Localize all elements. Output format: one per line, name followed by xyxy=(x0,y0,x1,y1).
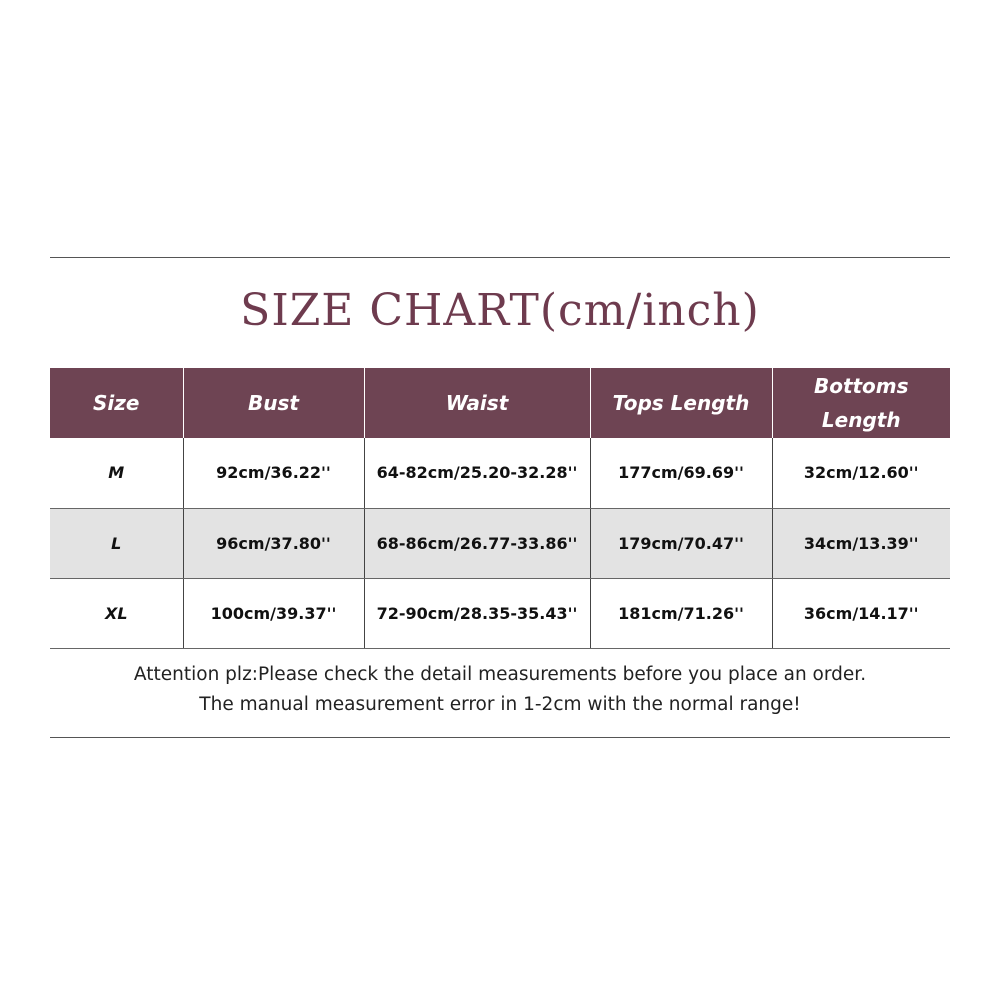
cell-size: M xyxy=(50,438,183,508)
attention-note xyxy=(50,660,950,720)
table-row xyxy=(50,438,950,508)
header-waist: Waist xyxy=(364,368,590,438)
attention-note-line2: The manual measurement error in 1-2cm with the normal range! xyxy=(199,694,801,715)
size-chart-title: SIZE CHART(cm/inch) xyxy=(240,285,760,336)
cell-size: XL xyxy=(50,578,183,648)
header-bottoms-length xyxy=(772,368,950,438)
cell-bottoms-length: 36cm/14.17'' xyxy=(772,578,950,648)
cell-bust: 92cm/36.22'' xyxy=(183,438,364,508)
header-bust: Bust xyxy=(183,368,364,438)
cell-size: L xyxy=(50,508,183,578)
table-row xyxy=(50,578,950,648)
header-bottoms-length-line1: Bottoms xyxy=(813,374,909,398)
cell-bottoms-length: 34cm/13.39'' xyxy=(772,508,950,578)
cell-waist: 72-90cm/28.35-35.43'' xyxy=(364,578,590,648)
cell-bust: 96cm/37.80'' xyxy=(183,508,364,578)
bottom-divider xyxy=(50,737,950,738)
cell-bottoms-length: 32cm/12.60'' xyxy=(772,438,950,508)
cell-tops-length: 179cm/70.47'' xyxy=(590,508,772,578)
cell-bust: 100cm/39.37'' xyxy=(183,578,364,648)
header-row xyxy=(50,368,950,438)
top-divider xyxy=(50,257,950,258)
header-bottoms-length-line2: Length xyxy=(821,408,901,432)
size-chart-table xyxy=(50,368,950,649)
table-row xyxy=(50,508,950,578)
cell-waist: 64-82cm/25.20-32.28'' xyxy=(364,438,590,508)
cell-tops-length: 181cm/71.26'' xyxy=(590,578,772,648)
cell-tops-length: 177cm/69.69'' xyxy=(590,438,772,508)
cell-waist: 68-86cm/26.77-33.86'' xyxy=(364,508,590,578)
header-tops-length: Tops Length xyxy=(590,368,772,438)
header-size: Size xyxy=(50,368,183,438)
attention-note-line1: Attention plz:Please check the detail measurements before you place an order. xyxy=(133,664,867,685)
